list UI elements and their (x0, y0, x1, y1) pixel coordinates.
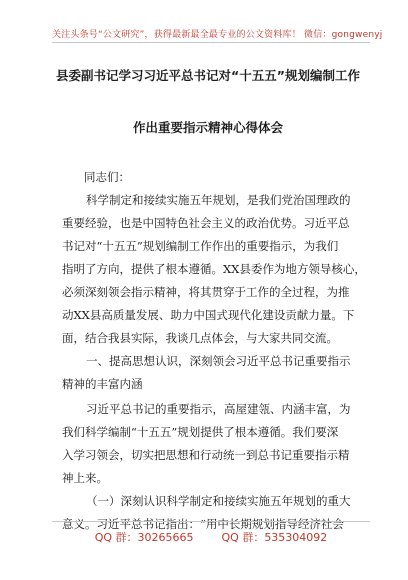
footer-qq-group-1: QQ 群：30265665 (94, 531, 194, 544)
subsection-heading: （一）深刻认识科学制定和接续实施五年规划的重大 (86, 494, 351, 508)
body-line: 意义。习近平总书记指出：“用中长期规划指导经济社会 (62, 517, 344, 531)
body-line: 动XX县高质量发展、助力中国式现代化建设贡献力量。下 (62, 308, 355, 322)
body-line: 神上来。 (62, 471, 108, 485)
body-line: 书记对“十五五”规划编制工作作出的重要指示，为我们 (62, 239, 339, 253)
header-divider (52, 42, 370, 43)
footer-divider (52, 521, 370, 522)
body-line: 重要经验，也是中国特色社会主义的政治优势。习近平总 (62, 216, 350, 230)
body-line: 必须深刻领会指示精神，将其贯穿于工作的全过程，为推 (62, 285, 350, 299)
body-line: 面，结合我县实际，我谈几点体会，与大家共同交流。 (62, 331, 338, 345)
footer-qq-group-2: QQ 群：535304092 (221, 531, 328, 544)
footer (52, 529, 370, 545)
body-line: 入学习领会，切实把思想和行动统一到总书记重要指示精 (62, 448, 350, 462)
body-line: 科学制定和接续实施五年规划，是我们党治国理政的 (86, 193, 351, 207)
document-title-line-2: 作出重要指示精神心得体会 (132, 120, 283, 135)
header-banner: 关注头条号“公文研究”，获得最新最全最专业的公文资料库！ 微信：gongwenyj (52, 30, 383, 40)
body-line: 指明了方向，提供了根本遵循。XX县委作为地方领导核心， (62, 262, 366, 276)
body-line: 我们科学编制“十五五”规划提供了根本遵循。我们要深 (62, 425, 339, 439)
salutation: 同志们： (84, 170, 130, 184)
section-heading: 精神的丰富内涵 (62, 377, 143, 391)
document-title-line-1: 县委副书记学习习近平总书记对“十五五”规划编制工作 (56, 68, 360, 83)
body-line: 习近平总书记的重要指示，高屋建瓴、内涵丰富，为 (86, 402, 351, 416)
section-heading: 一、提高思想认识，深刻领会习近平总书记重要指示 (86, 354, 351, 368)
